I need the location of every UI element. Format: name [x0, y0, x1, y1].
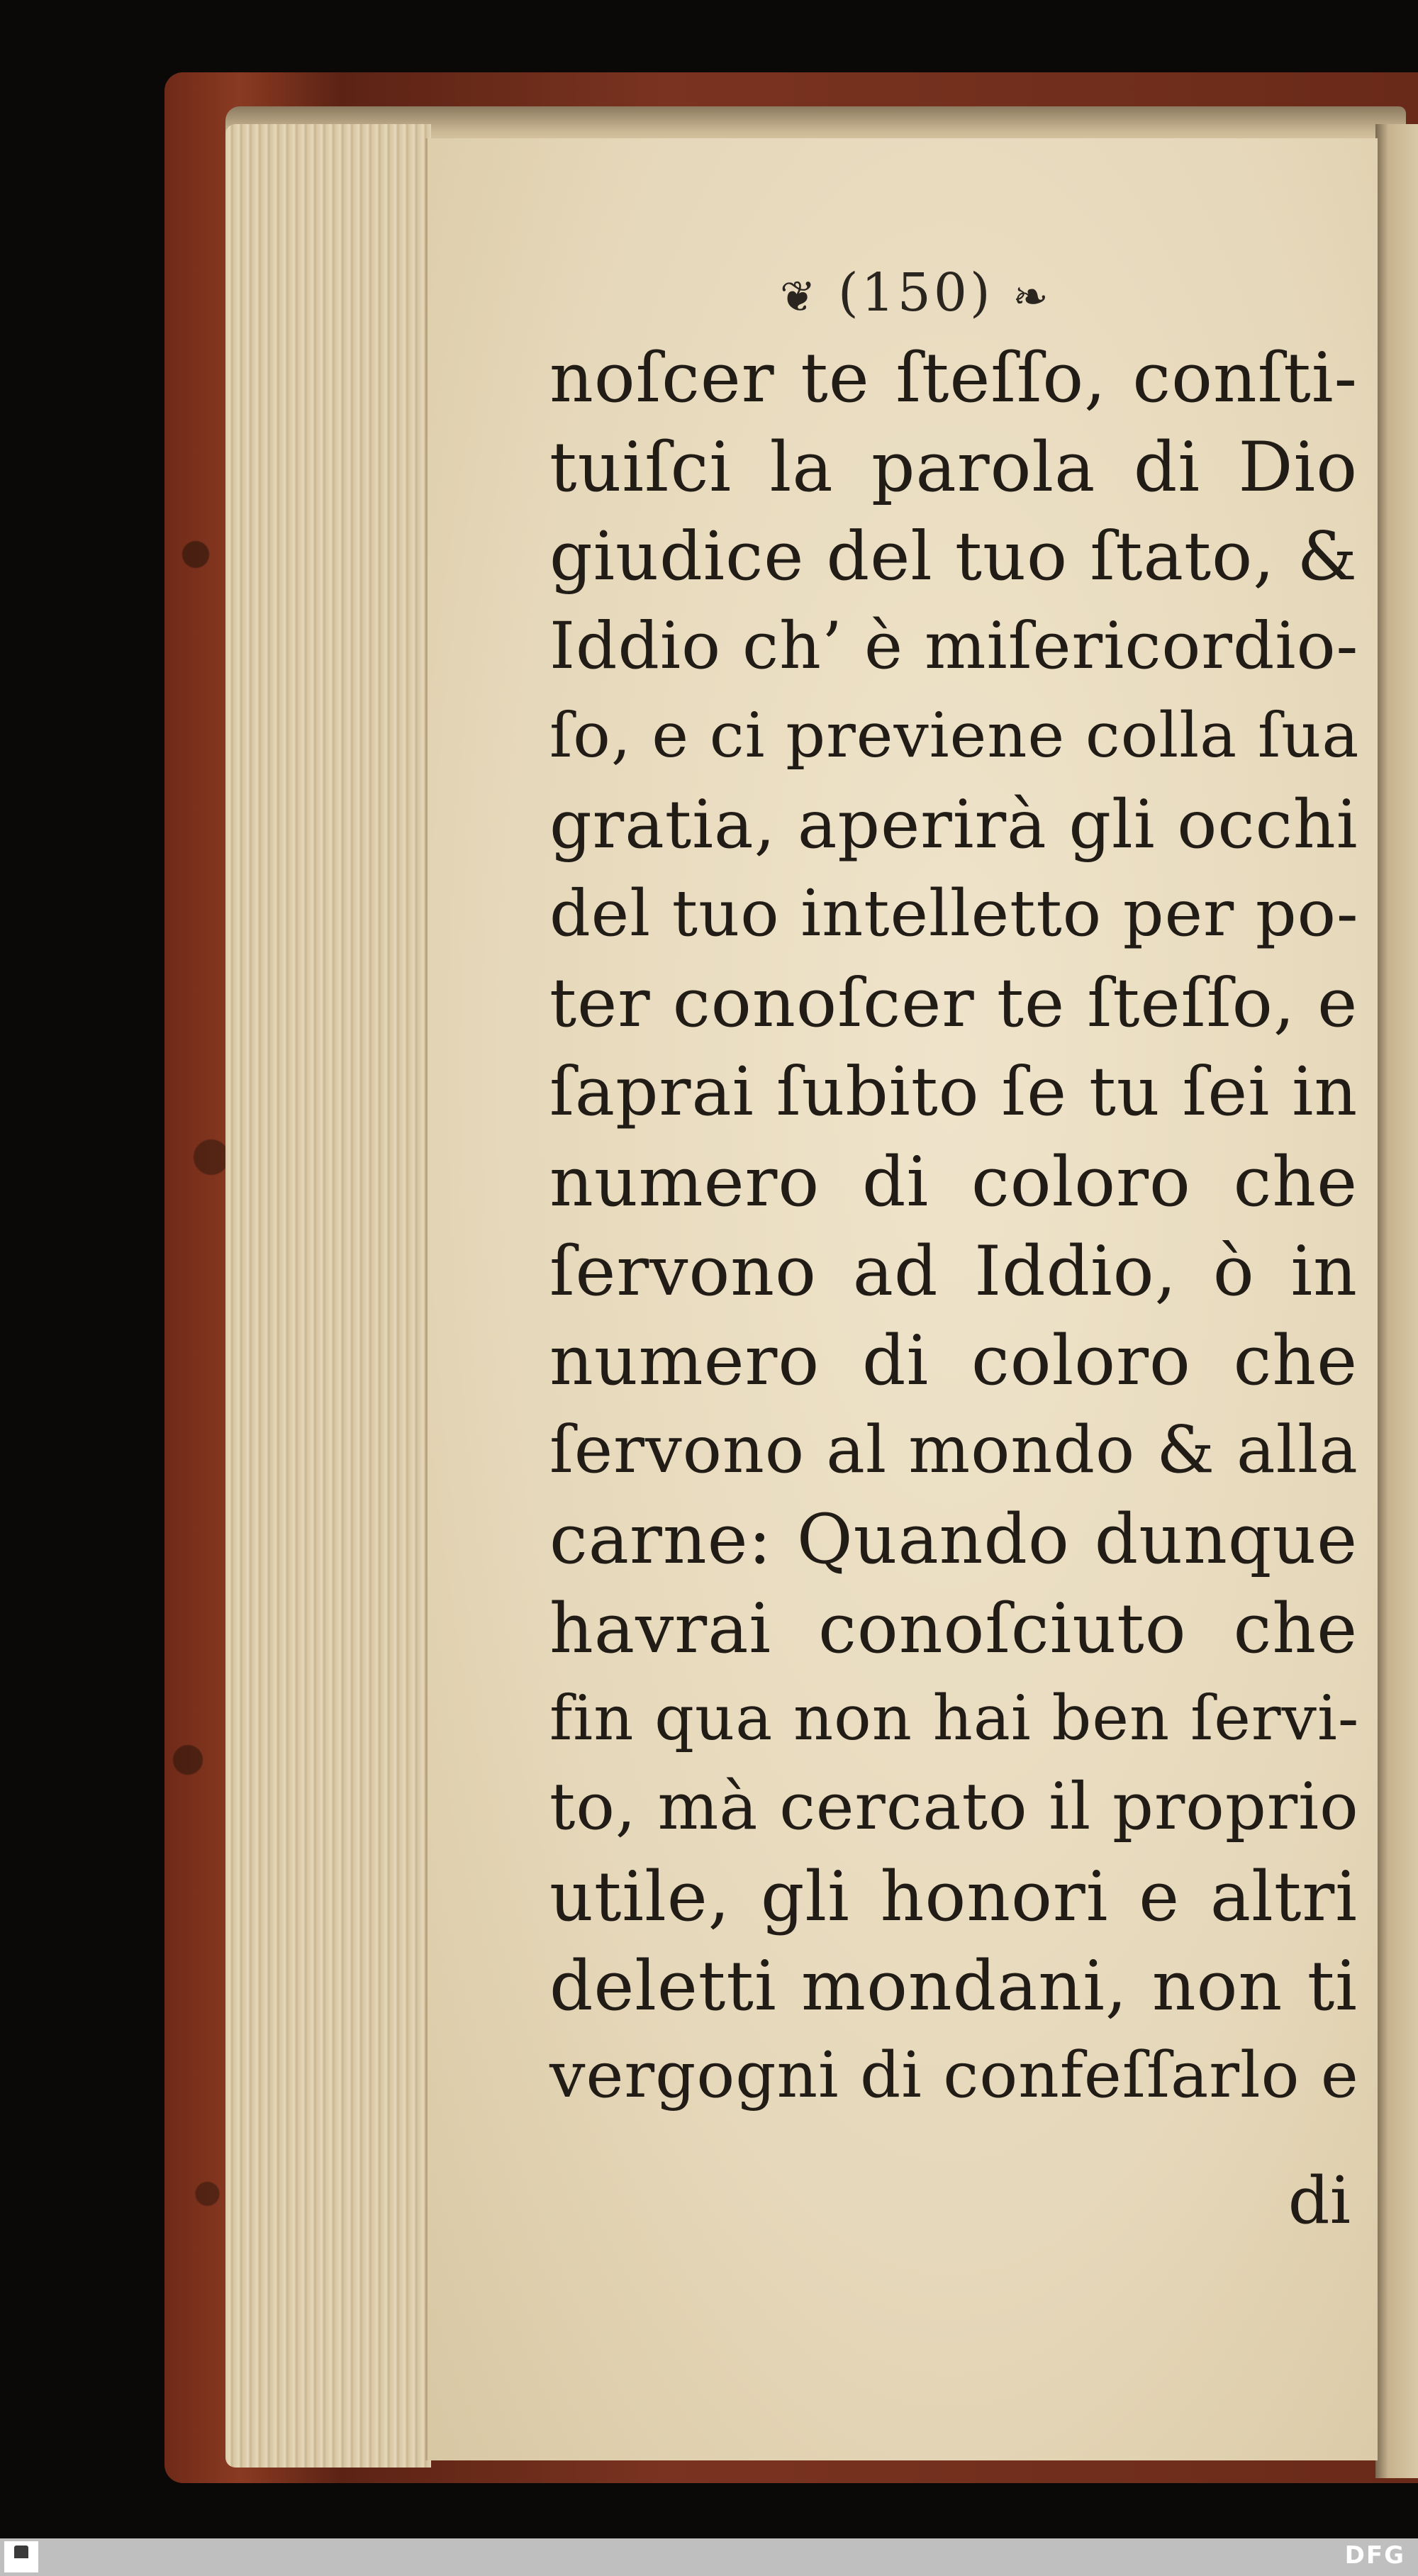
- library-logo-icon: [4, 2541, 38, 2572]
- text-line: fin qua non hai ben ſervi-: [549, 1682, 1360, 1754]
- text-line: ſo, e ci previene colla ſua: [549, 699, 1360, 771]
- text-line: noſcer te ſteſſo, conſti-: [549, 338, 1358, 418]
- text-line: numero di coloro che: [549, 1142, 1358, 1222]
- text-line: vergogni di confeſſarlo e: [549, 2039, 1359, 2112]
- text-line: ſervono al mondo & alla: [549, 1412, 1358, 1488]
- facing-page-sliver: [1375, 124, 1418, 2478]
- text-line: ſervono ad Iddio, ò in: [549, 1232, 1358, 1311]
- text-block: [549, 333, 1358, 2120]
- text-line: numero di coloro che: [549, 1321, 1358, 1400]
- page-number: (150): [837, 262, 993, 323]
- dfg-mark: DFG: [1344, 2541, 1405, 2570]
- page-block-edges: [225, 124, 431, 2468]
- text-line: utile, gli honori e altri: [549, 1857, 1358, 1936]
- running-head: [780, 262, 1051, 323]
- text-line: havrai conoſciuto che: [549, 1589, 1358, 1668]
- text-line: carne: Quando dunque: [549, 1500, 1358, 1579]
- catchword: di: [1288, 2163, 1351, 2238]
- text-line: gratia, aperirà gli occhi: [549, 786, 1358, 863]
- text-line: deletti mondani, non ti: [549, 1946, 1358, 2026]
- fleuron-ornament-icon: ❦: [780, 272, 819, 322]
- text-line: ſaprai ſubito ſe tu ſei in: [549, 1054, 1358, 1131]
- viewer-footer-bar: [0, 2538, 1418, 2576]
- text-line: tuiſci la parola di Dio: [549, 428, 1358, 507]
- text-line: del tuo intelletto per po-: [549, 876, 1359, 951]
- text-line: Iddio ch’ è miſericordio-: [549, 608, 1359, 684]
- fleuron-ornament-icon: ❧: [1012, 272, 1051, 322]
- text-line: to, mà cercato il proprio: [549, 1770, 1359, 1844]
- text-line: giudice del tuo ſtato, &: [549, 518, 1358, 596]
- text-line: ter conoſcer te ſteſſo, e: [549, 964, 1358, 1042]
